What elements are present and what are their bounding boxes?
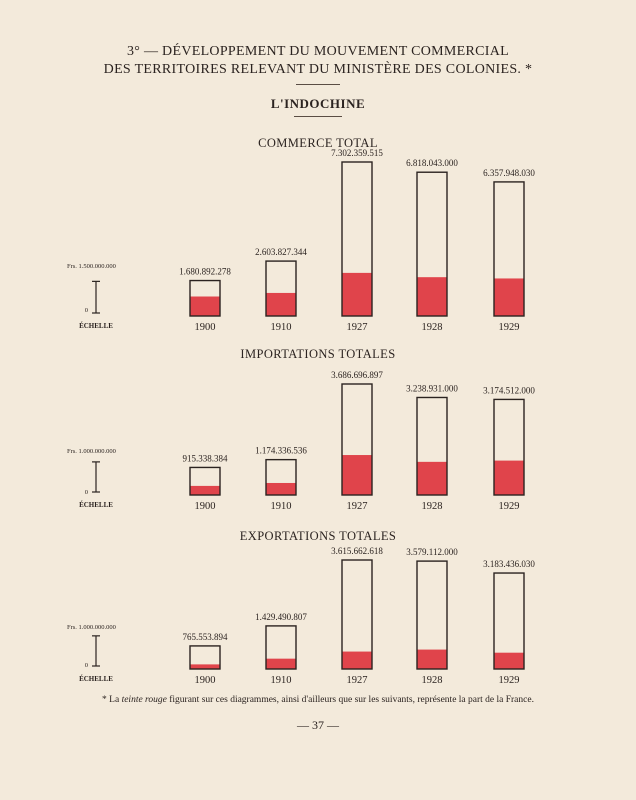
france-share-bar (417, 650, 447, 669)
scale-zero-label: 0 (84, 489, 88, 496)
scale-zero-label: 0 (84, 662, 88, 669)
france-share-bar (494, 461, 524, 495)
year-label: 1927 (346, 501, 368, 512)
main-heading-line2: DES TERRITOIRES RELEVANT DU MINISTÈRE DES COLONIES. * (103, 62, 533, 77)
year-label: 1910 (270, 322, 292, 333)
chart-title: EXPORTATIONS TOTALES (239, 529, 397, 543)
year-label: 1927 (346, 322, 368, 333)
scale-label: Frs. 1.500.000.000 (67, 263, 116, 270)
value-label: 3.174.512.000 (483, 385, 535, 396)
main-heading-line1: 3° — DÉVELOPPEMENT DU MOUVEMENT COMMERCIAL (126, 44, 510, 59)
year-label: 1928 (421, 501, 443, 512)
france-share-bar (342, 652, 372, 669)
france-share-bar (417, 277, 447, 316)
year-label: 1910 (270, 675, 292, 686)
france-share-bar (417, 462, 447, 495)
footnote-text: figurant sur ces diagrammes, ainsi d'ailleurs que sur les suivants, représente la part de la France. (169, 695, 534, 705)
page-number: — 37 — (297, 718, 339, 732)
territory-title: L'INDOCHINE (270, 96, 366, 111)
chart-title: IMPORTATIONS TOTALES (240, 347, 396, 361)
value-label: 3.615.662.618 (331, 546, 383, 556)
france-share-bar (494, 278, 524, 316)
france-share-bar (266, 293, 296, 316)
value-label: 3.579.112.000 (406, 547, 458, 558)
scale-name: ÉCHELLE (79, 322, 113, 330)
chart-title: COMMERCE TOTAL (258, 136, 378, 150)
france-share-bar (190, 297, 220, 316)
value-label: 765.553.894 (182, 631, 228, 642)
scale-name: ÉCHELLE (79, 501, 113, 509)
value-label: 915.338.384 (182, 453, 228, 464)
value-label: 1.680.892.278 (179, 266, 231, 277)
france-share-bar (266, 483, 296, 495)
footnote-emphasis: teinte rouge (121, 695, 167, 705)
value-label: 1.174.336.536 (255, 445, 307, 456)
year-label: 1929 (498, 675, 520, 686)
scale-name: ÉCHELLE (79, 675, 113, 683)
value-label: 3.686.696.897 (331, 370, 383, 380)
scale-label: Frs. 1.000.000.000 (67, 448, 116, 455)
year-label: 1910 (270, 501, 292, 512)
year-label: 1929 (498, 322, 520, 333)
value-label: 7.302.359.515 (331, 148, 383, 158)
footnote-star: * La (102, 695, 120, 705)
year-label: 1928 (421, 322, 443, 333)
scale-label: Frs. 1.000.000.000 (67, 624, 116, 631)
value-label: 6.818.043.000 (406, 158, 458, 169)
france-share-bar (266, 659, 296, 669)
france-share-bar (342, 273, 372, 316)
year-label: 1900 (194, 322, 216, 333)
scale-zero-label: 0 (84, 307, 88, 314)
year-label: 1900 (194, 501, 216, 512)
value-label: 3.183.436.030 (483, 559, 535, 570)
france-share-bar (494, 653, 524, 669)
value-label: 1.429.490.807 (255, 611, 307, 622)
year-label: 1929 (498, 501, 520, 512)
value-label: 3.238.931.000 (406, 383, 458, 394)
value-label: 2.603.827.344 (255, 247, 307, 258)
france-share-bar (342, 455, 372, 495)
footnote (0, 695, 636, 705)
year-label: 1900 (194, 675, 216, 686)
year-label: 1928 (421, 675, 443, 686)
year-label: 1927 (346, 675, 368, 686)
france-share-bar (190, 486, 220, 495)
value-label: 6.357.948.030 (483, 167, 535, 178)
